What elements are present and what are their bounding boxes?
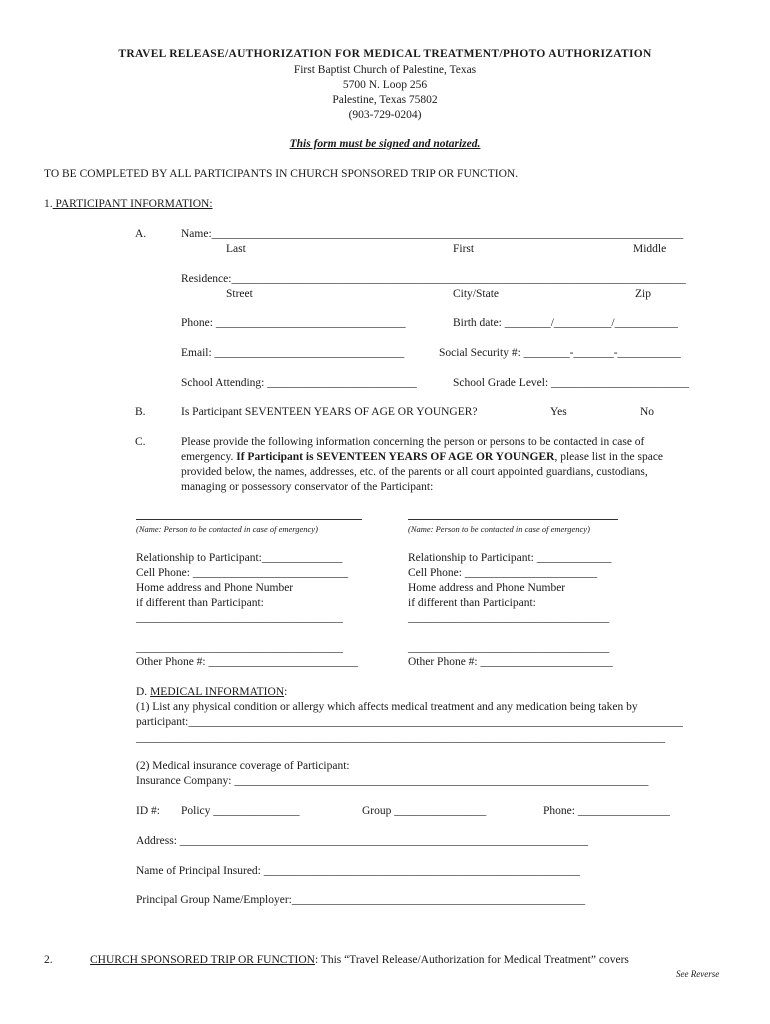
instr-emphasis: If Participant is SEVENTEEN YEARS OF AGE OR YOUNGER bbox=[236, 451, 555, 463]
medical-q2-label: (2) Medical insurance coverage of Participant: bbox=[136, 760, 350, 772]
insurance-phone-field[interactable]: Phone: ________________ bbox=[543, 805, 670, 817]
email-field[interactable]: Email: _________________________________ bbox=[181, 347, 405, 359]
contact2-caption: (Name: Person to be contacted in case of emergency) bbox=[408, 524, 590, 534]
emergency-instructions-line4: managing or possessory conservator of the Participant: bbox=[181, 481, 434, 493]
principal-insured-field[interactable]: Name of Principal Insured: _______________________________________________________ bbox=[136, 865, 580, 877]
contact1-address-line2[interactable]: ____________________________________ bbox=[136, 642, 343, 654]
section2-title: CHURCH SPONSORED TRIP OR FUNCTION bbox=[90, 954, 315, 966]
notarized-notice: This form must be signed and notarized. bbox=[289, 138, 481, 150]
contact1-name-line[interactable] bbox=[136, 519, 362, 520]
residence-citystate-caption: City/State bbox=[453, 288, 499, 300]
contact1-address-line1[interactable]: ____________________________________ bbox=[136, 612, 343, 624]
school-attending-field[interactable]: School Attending: __________________________ bbox=[181, 377, 417, 389]
yes-option[interactable]: Yes bbox=[550, 406, 567, 418]
group-field[interactable]: Group ________________ bbox=[362, 805, 487, 817]
contact2-cell[interactable]: Cell Phone: _______________________ bbox=[408, 567, 598, 579]
medical-q1-answer1[interactable]: participant:______________________________________________________________________________________ bbox=[136, 716, 683, 728]
church-city: Palestine, Texas 75802 bbox=[332, 94, 438, 106]
contact2-ifdiff-label: if different than Participant: bbox=[408, 597, 536, 609]
section1-heading bbox=[44, 197, 213, 211]
medical-heading bbox=[136, 685, 287, 699]
medical-q1-answer2[interactable]: ____________________________________________________________________________________________ bbox=[136, 732, 665, 744]
church-phone: (903-729-0204) bbox=[348, 109, 422, 121]
phone-field[interactable]: Phone: _________________________________ bbox=[181, 317, 406, 329]
contact2-address-line1[interactable]: ___________________________________ bbox=[408, 612, 610, 624]
church-name: First Baptist Church of Palestine, Texas bbox=[293, 64, 477, 76]
name-middle-caption: Middle bbox=[633, 243, 667, 255]
contact1-cell[interactable]: Cell Phone: ___________________________ bbox=[136, 567, 349, 579]
residence-zip-caption: Zip bbox=[635, 288, 651, 300]
medical-colon: : bbox=[284, 686, 288, 698]
section2-body: : This “Travel Release/Authorization for Medical Treatment” covers bbox=[314, 954, 629, 966]
residence-field[interactable]: Residence:_______________________________________________________________________________ bbox=[181, 273, 686, 285]
item-c-letter: C. bbox=[135, 436, 146, 448]
instr-text-tail: , please list in the space bbox=[554, 451, 664, 463]
church-street: 5700 N. Loop 256 bbox=[342, 79, 428, 91]
name-first-caption: First bbox=[453, 243, 475, 255]
section2-number: 2. bbox=[44, 954, 53, 966]
emergency-instructions-line2 bbox=[181, 450, 663, 464]
residence-street-caption: Street bbox=[226, 288, 253, 300]
medical-q1-line1: (1) List any physical condition or allergy which affects medical treatment and any medication being taken by bbox=[136, 701, 638, 713]
contact1-home-label: Home address and Phone Number bbox=[136, 582, 294, 594]
contact1-caption: (Name: Person to be contacted in case of emergency) bbox=[136, 524, 318, 534]
item-b-letter: B. bbox=[135, 406, 146, 418]
contact1-relationship[interactable]: Relationship to Participant:______________ bbox=[136, 552, 343, 564]
contact2-address-line2[interactable]: ___________________________________ bbox=[408, 642, 610, 654]
intro-text: TO BE COMPLETED BY ALL PARTICIPANTS IN CHURCH SPONSORED TRIP OR FUNCTION. bbox=[44, 168, 519, 180]
contact2-other-phone[interactable]: Other Phone #: _______________________ bbox=[408, 656, 613, 668]
contact2-home-label: Home address and Phone Number bbox=[408, 582, 566, 594]
contact2-relationship[interactable]: Relationship to Participant: _____________ bbox=[408, 552, 612, 564]
see-reverse-note: See Reverse bbox=[676, 969, 720, 979]
no-option[interactable]: No bbox=[640, 406, 655, 418]
emergency-instructions-line1: Please provide the following information concerning the person or persons to be contacted in case of bbox=[181, 436, 645, 448]
name-last-caption: Last bbox=[226, 243, 246, 255]
emergency-instructions-line3: provided below, the names, addresses, etc. of the parents or all court appointed guardians, custodians, bbox=[181, 466, 648, 478]
policy-field[interactable]: Policy _______________ bbox=[181, 805, 300, 817]
contact2-name-line[interactable] bbox=[408, 519, 618, 520]
birth-date-field[interactable]: Birth date: ________/__________/___________ bbox=[453, 317, 678, 329]
grade-level-field[interactable]: School Grade Level: ________________________ bbox=[453, 377, 690, 389]
section2-text bbox=[90, 953, 629, 967]
section1-number: 1. bbox=[44, 198, 53, 210]
medical-title: MEDICAL INFORMATION bbox=[150, 686, 285, 698]
contact1-other-phone[interactable]: Other Phone #: __________________________ bbox=[136, 656, 359, 668]
ssn-field[interactable]: Social Security #: ________-_______-___________ bbox=[439, 347, 681, 359]
item-a-letter: A. bbox=[135, 228, 147, 240]
section1-title: PARTICIPANT INFORMATION: bbox=[52, 198, 213, 210]
principal-group-field[interactable]: Principal Group Name/Employer:___________________________________________________ bbox=[136, 894, 586, 906]
contact1-ifdiff-label: if different than Participant: bbox=[136, 597, 264, 609]
age-question: Is Participant SEVENTEEN YEARS OF AGE OR YOUNGER? bbox=[181, 406, 478, 418]
medical-letter: D. bbox=[136, 686, 148, 698]
form-title: TRAVEL RELEASE/AUTHORIZATION FOR MEDICAL TREATMENT/PHOTO AUTHORIZATION bbox=[118, 48, 652, 60]
insurance-company-field[interactable]: Insurance Company: ________________________________________________________________________ bbox=[136, 775, 649, 787]
insurance-id-label: ID #: bbox=[136, 805, 160, 817]
insurance-address-field[interactable]: Address: _______________________________________________________________________ bbox=[136, 835, 589, 847]
name-field[interactable]: Name:__________________________________________________________________________________ bbox=[181, 228, 684, 240]
instr-text: emergency. bbox=[181, 451, 237, 463]
